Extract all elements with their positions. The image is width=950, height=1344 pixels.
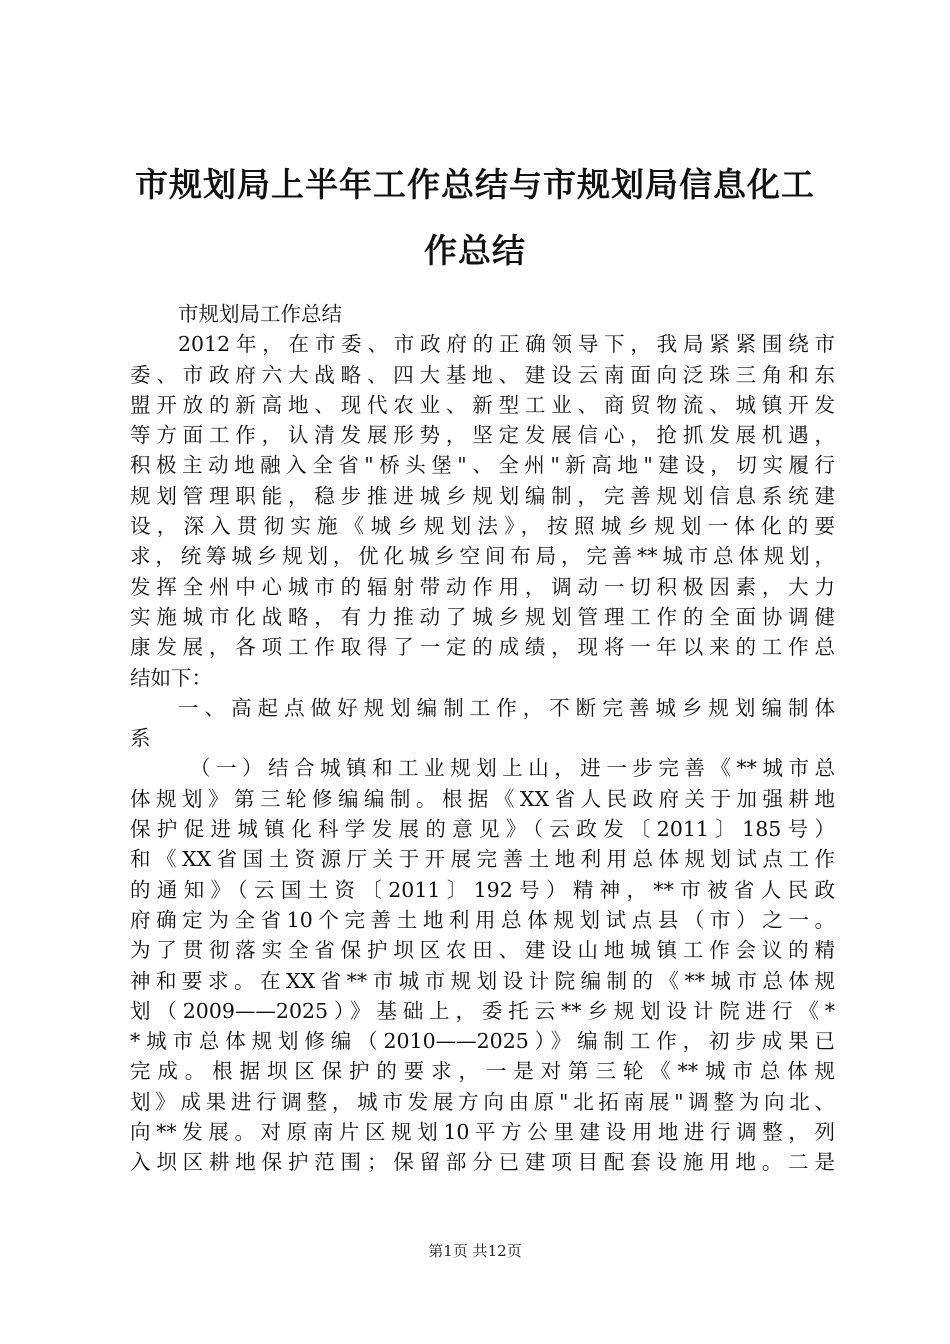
paragraph-line: 积极主动地融入全省"桥头堡"、全州"新高地"建设，切实履行 bbox=[130, 453, 835, 478]
document-body bbox=[130, 299, 835, 1178]
paragraph-line: 和《XX省国土资源厅关于开展完善土地利用总体规划试点工作 bbox=[130, 847, 835, 872]
paragraph-line: 府确定为全省10个完善土地利用总体规划试点县（市）之一。 bbox=[130, 907, 835, 932]
paragraph-line: 的通知》（云国土资〔2011〕192号）精神，**市被省人民政 bbox=[130, 877, 835, 902]
document-title bbox=[120, 152, 830, 284]
page-footer: 第1页 共12页 bbox=[428, 1242, 522, 1260]
paragraph-line: 委、市政府六大战略、四大基地、建设云南面向泛珠三角和东 bbox=[130, 362, 835, 387]
heading-line: 一、高起点做好规划编制工作，不断完善城乡规划编制体 bbox=[178, 695, 835, 720]
paragraph-line: 保护促进城镇化科学发展的意见》（云政发〔2011〕185号） bbox=[130, 817, 835, 842]
paragraph-line: 实施城市化战略，有力推动了城乡规划管理工作的全面协调健 bbox=[130, 604, 835, 629]
paragraph-line: 求，统筹城乡规划，优化城乡空间布局，完善**城市总体规划， bbox=[130, 544, 835, 569]
heading-line: 系 bbox=[130, 726, 151, 751]
paragraph-line: 设，深入贯彻实施《城乡规划法》，按照城乡规划一体化的要 bbox=[130, 514, 835, 539]
paragraph-1 bbox=[130, 329, 835, 693]
paragraph-line: 入坝区耕地保护范围；保留部分已建项目配套设施用地。二是 bbox=[130, 1150, 835, 1175]
paragraph-line: 为了贯彻落实全省保护坝区农田、建设山地城镇工作会议的精 bbox=[130, 938, 835, 963]
paragraph-line: 体规划》第三轮修编编制。根据《XX省人民政府关于加强耕地 bbox=[130, 786, 835, 811]
paragraph-line: 神和要求。在XX省**市城市规划设计院编制的《**城市总体规 bbox=[130, 968, 835, 993]
subtitle bbox=[130, 299, 835, 329]
paragraph-line: 发挥全州中心城市的辐射带动作用，调动一切积极因素，大力 bbox=[130, 574, 835, 599]
paragraph-line: 完成。根据坝区保护的要求，一是对第三轮《**城市总体规 bbox=[130, 1059, 835, 1084]
subtitle-text: 市规划局工作总结 bbox=[178, 302, 342, 326]
paragraph-line: 等方面工作，认清发展形势，坚定发展信心，抢抓发展机遇， bbox=[130, 423, 835, 448]
paragraph-line: 结如下： bbox=[130, 665, 212, 690]
title-line: 作总结 bbox=[424, 231, 526, 270]
title-line: 市规划局上半年工作总结与市规划局信息化工 bbox=[135, 165, 815, 204]
paragraph-line: （一）结合城镇和工业规划上山，进一步完善《**城市总 bbox=[190, 756, 835, 781]
paragraph-line: 2012年，在市委、市政府的正确领导下，我局紧紧围绕市 bbox=[178, 332, 835, 357]
paragraph-2 bbox=[130, 753, 835, 1177]
paragraph-line: 划》成果进行调整，城市发展方向由原"北拓南展"调整为向北、 bbox=[130, 1089, 835, 1114]
paragraph-line: 规划管理职能，稳步推进城乡规划编制，完善规划信息系统建 bbox=[130, 483, 835, 508]
section-heading-1 bbox=[130, 693, 835, 754]
paragraph-line: 盟开放的新高地、现代农业、新型工业、商贸物流、城镇开发 bbox=[130, 392, 835, 417]
paragraph-line: 康发展，各项工作取得了一定的成绩，现将一年以来的工作总 bbox=[130, 635, 835, 660]
paragraph-line: *城市总体规划修编（2010——2025）》编制工作，初步成果已 bbox=[130, 1029, 835, 1054]
paragraph-line: 划（2009——2025）》基础上，委托云**乡规划设计院进行《* bbox=[130, 998, 835, 1023]
paragraph-line: 向**发展。对原南片区规划10平方公里建设用地进行调整，列 bbox=[130, 1120, 835, 1145]
